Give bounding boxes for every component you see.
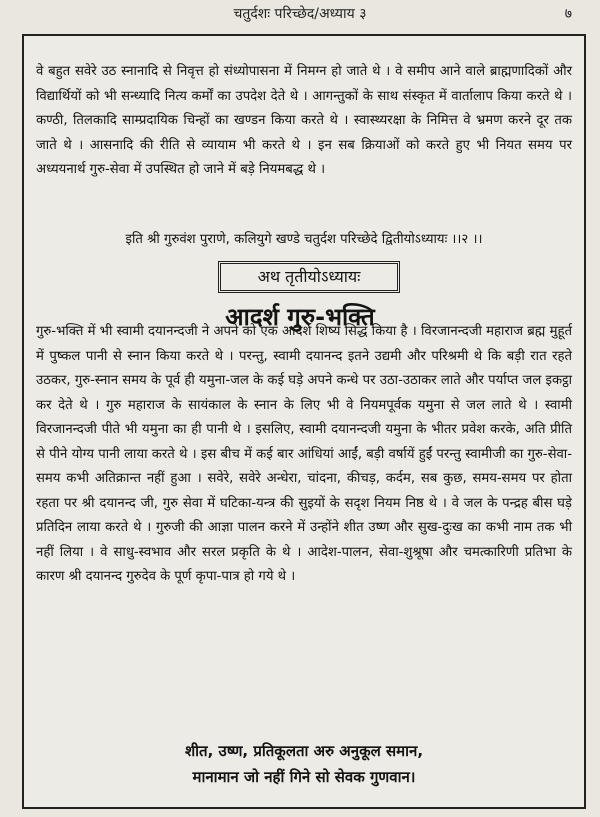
chapter-colophon: इति श्री गुरुवंश पुराणे, कलियुगे खण्डे चतुर्दश परिच्छेदे द्वितीयोऽध्यायः ।।२ ।। bbox=[125, 232, 483, 247]
verse-line-2: मानामान जो नहीं गिने सो सेवक गुणवान। bbox=[192, 768, 416, 786]
verse-line-1: शीत, उष्ण, प्रतिकूलता अरु अनुकूल समान, bbox=[184, 742, 424, 760]
section-heading: आदर्श गुरु-भक्ति bbox=[225, 303, 375, 331]
paragraph-intro: वे बहुत सवेरे उठ स्नानादि से निवृत्त हो संध्योपासना में निमग्न हो जाते थे । वे समीप आने वाले ब्राह्मणादिकों और विद्यार्थियों को भी सन्ध्यादि नित्य कर्मों का उपदेश देते थे । आगन्तुकों के साथ संस्कृत में वार्तालाप किया करते थे । कण्ठी, तिलकादि साम्प्रदायिक चिन्हों का खण्डन किया करते थे । स्वास्थ्यरक्षा के निमित्त वे भ्रमण करने दूर तक जाते थे । आसनादि की रीति से व्यायाम भी करते थे । इन सब क्रियाओं को करते हुए भी नियत समय पर अध्ययनार्थ गुरु-सेवा में उपस्थित हो जाने में बड़े नियमबद्ध थे । bbox=[36, 64, 572, 177]
page-number: ७ bbox=[564, 6, 572, 22]
running-title: चतुर्दशः परिच्छेद/अध्याय ३ bbox=[233, 6, 367, 22]
page-header bbox=[0, 0, 600, 28]
paragraph-guru-bhakti: गुरु-भक्ति में भी स्वामी दयानन्दजी ने अपने को एक आदर्श शिष्य सिद्ध किया है । विरजानन्दजी महाराज ब्रह्म मुहूर्त में पुष्कल पानी से स्नान किया करते थे । परन्तु, स्वामी दयानन्द इतने उद्यमी और परिश्रमी थे कि बड़ी रात रहते उठकर, गुरु-स्नान समय के पूर्व ही यमुना-जल के कई घड़े अपने कन्धे पर उठा-उठाकर लाते और पर्याप्त जल इकट्ठा कर देते थे । गुरु महाराज के सायंकाल के स्नान के लिए भी वे नियमपूर्वक यमुना से जल लाते थे । स्वामी विरजानन्दजी पीते भी यमुना का ही पानी थे । इसलिए, स्वामी दयानन्दजी यमुना के भीतर प्रवेश करके, अति प्रीति से पीने योग्य पानी लाया करते थे । इस बीच में कई बार आंधियां आईं, बड़ी वर्षायें हुईं परन्तु स्वामीजी का गुरु-सेवा-समय कभी अतिक्रान्त नहीं हुआ । सवेरे, सवेरे अन्धेरा, चांदना, कीचड़, कर्दम, सब कुछ, समय-समय पर होता रहता पर श्री दयानन्द जी, गुरु सेवा में घटिका-यन्त्र की सुइयों के सदृश नियम निष्ठ थे । वे जल के पन्द्रह बीस घड़े प्रतिदिन लाया करते थे । गुरुजी की आज्ञा पालन करने में उन्होंने शीत उष्ण और सुख-दुःख का कभी नाम तक भी नहीं लिया । वे साधु-स्वभाव और सरल प्रकृति के थे । आदेश-पालन, सेवा-शुश्रूषा और चमत्कारिणी प्रतिभा के कारण श्री दयानन्द गुरुदेव के पूर्ण कृपा-पात्र हो गये थे । bbox=[36, 324, 572, 584]
chapter-label-box: अथ तृतीयोऽध्यायः bbox=[218, 261, 400, 293]
